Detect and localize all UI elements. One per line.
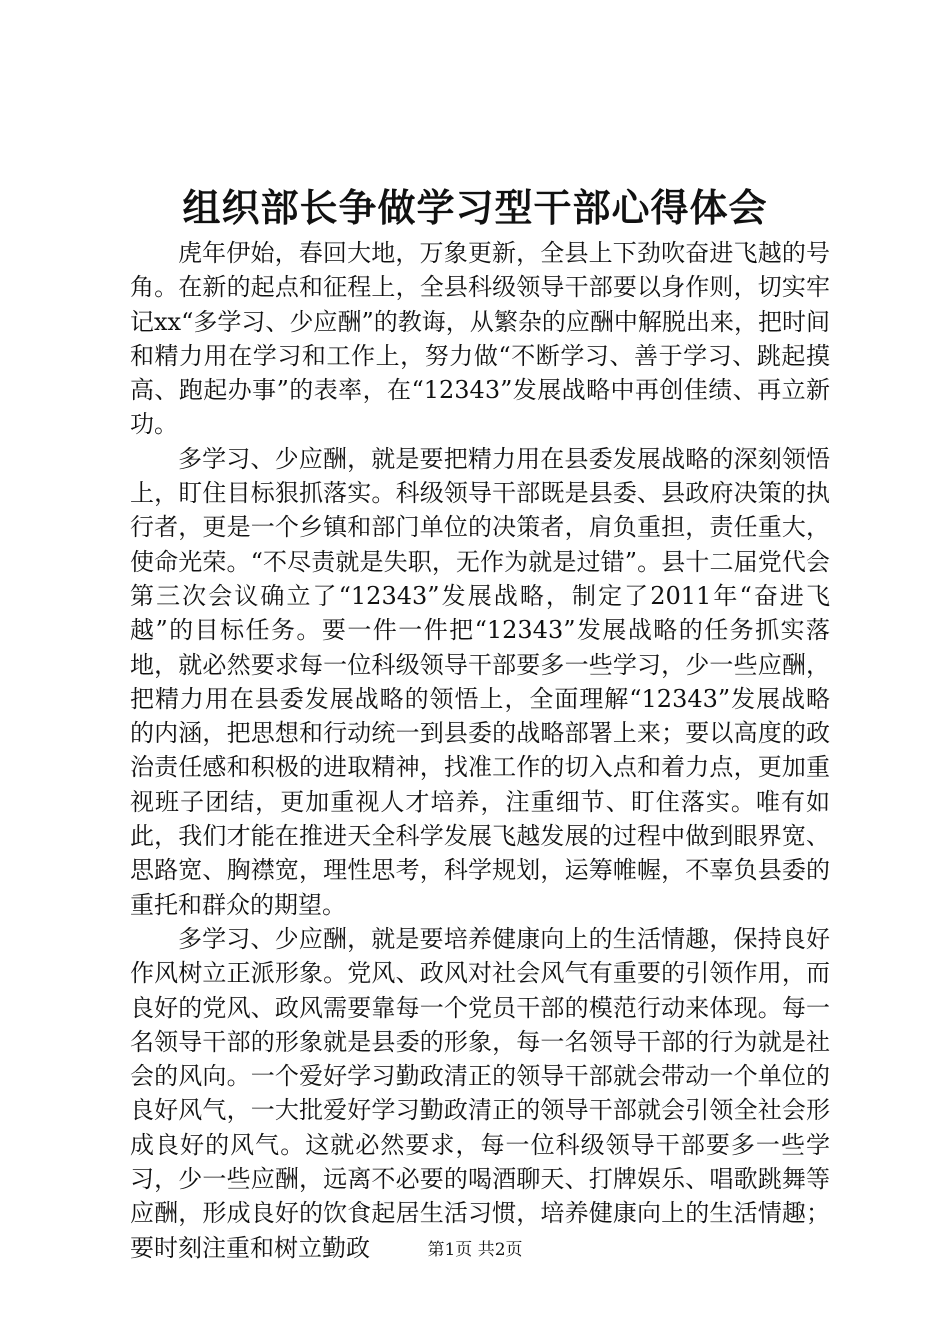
document-title: 组织部长争做学习型干部心得体会 <box>182 185 768 230</box>
paragraph-2: 多学习、少应酬，就是要把精力用在县委发展战略的深刻领悟上，盯住目标狠抓落实。科级领导干部既是县委、县政府决策的执行者，更是一个乡镇和部门单位的决策者，肩负重担，责任重大，使命光荣。“不尽责就是失职，无作为就是过错”。县十二届党代会第三次会议确立了“12343”发展战略，制定了2011年“奋进飞越”的目标任务。要一件一件把“12343”发展战略的任务抓实落地，就必然要求每一位科级领导干部要多一些学习，少一些应酬，把精力用在县委发展战略的领悟上，全面理解“12343”发展战略的内涵，把思想和行动统一到县委的战略部署上来；要以高度的政治责任感和积极的进取精神，找准工作的切入点和着力点，更加重视班子团结，更加重视人才培养，注重细节、盯住落实。唯有如此，我们才能在推进天全科学发展飞越发展的过程中做到眼界宽、思路宽、胸襟宽，理性思考，科学规划，运筹帷幄，不辜负县委的重托和群众的期望。 <box>130 444 830 919</box>
paragraph-3: 多学习、少应酬，就是要培养健康向上的生活情趣，保持良好作风树立正派形象。党风、政风对社会风气有重要的引领作用，而良好的党风、政风需要靠每一个党员干部的模范行动来体现。每一名领导干部的形象就是县委的形象，每一名领导干部的行为就是社会的风向。一个爱好学习勤政清正的领导干部就会带动一个单位的良好风气，一大批爱好学习勤政清正的领导干部就会引领全社会形成良好的风气。这就必然要求，每一位科级领导干部要多一些学习，少一些应酬，远离不必要的喝酒聊天、打牌娱乐、唱歌跳舞等应酬，形成良好的饮食起居生活习惯，培养健康向上的生活情趣；要时刻注重和树立勤政 <box>130 924 830 1262</box>
paragraph-1: 虎年伊始，春回大地，万象更新，全县上下劲吹奋进飞越的号角。在新的起点和征程上，全县科级领导干部要以身作则，切实牢记xx“多学习、少应酬”的教诲，从繁杂的应酬中解脱出来，把时间和精力用在学习和工作上，努力做“不断学习、善于学习、跳起摸高、跑起办事”的表率，在“12343”发展战略中再创佳绩、再立新功。 <box>130 239 830 439</box>
page-number-footer: 第1页 共2页 <box>427 1240 523 1260</box>
document-body <box>130 236 830 1265</box>
